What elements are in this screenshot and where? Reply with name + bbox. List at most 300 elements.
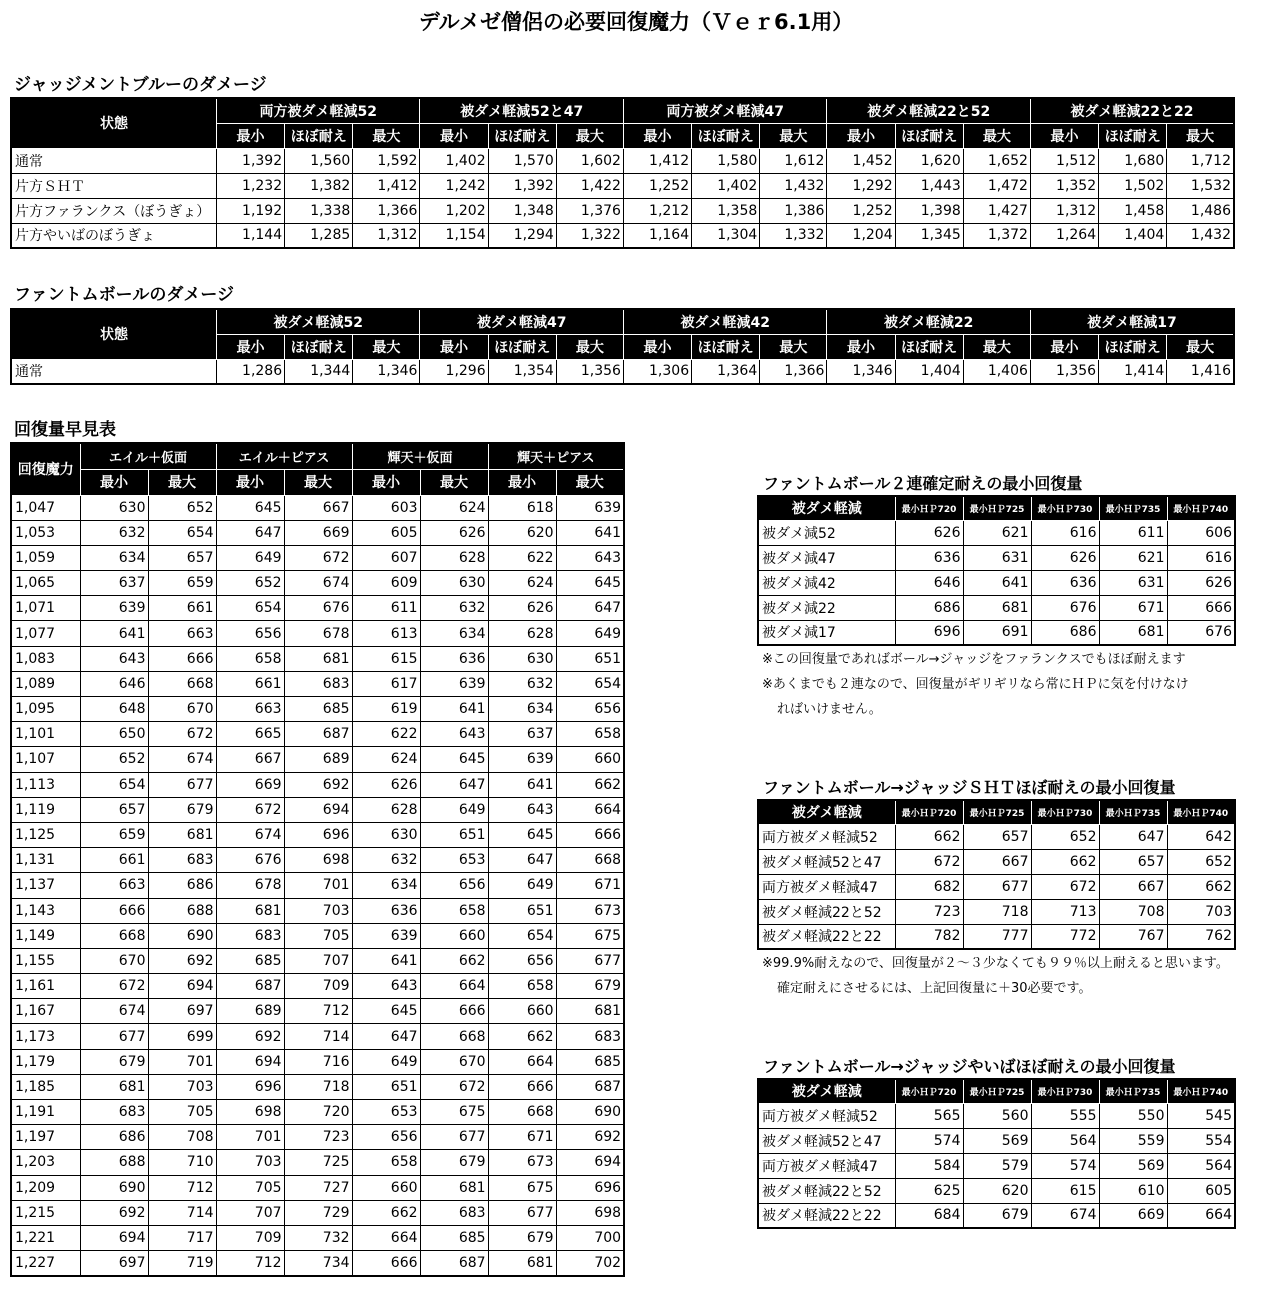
cell-value: 670 [420,1049,488,1074]
cell-value: 677 [420,1125,488,1150]
cell-value: 1,356 [1030,359,1098,384]
cell-value: 718 [963,899,1031,924]
sub-header: 最小 [623,123,691,148]
table-row [11,772,624,797]
cell-value: 694 [216,1049,284,1074]
table-row [11,797,624,822]
cell-value: 645 [556,571,624,596]
row-label: 両方被ダメ軽減52 [758,824,895,849]
cell-value: 613 [352,621,420,646]
cell-value: 1,348 [488,198,556,223]
cell-value: 631 [963,545,1031,570]
cell-value: 630 [352,822,420,847]
cell-value: 686 [148,873,216,898]
cell-value: 639 [420,671,488,696]
power-value: 1,197 [11,1125,80,1150]
cell-value: 673 [556,898,624,923]
cell-value: 703 [148,1074,216,1099]
side2-table [757,799,1236,950]
cell-value: 658 [352,1150,420,1175]
cell-value: 1,404 [1099,223,1167,248]
cell-value: 664 [1167,1203,1235,1228]
power-value: 1,203 [11,1150,80,1175]
power-value: 1,149 [11,923,80,948]
table-row [11,359,1234,384]
cell-value: 647 [216,520,284,545]
cell-value: 662 [420,948,488,973]
cell-value: 647 [1099,824,1167,849]
row-label: 被ダメ減47 [758,545,895,570]
cell-value: 628 [420,545,488,570]
cell-value: 626 [420,520,488,545]
cell-value: 1,286 [216,359,284,384]
cell-value: 654 [80,772,148,797]
cell-value: 672 [1031,874,1099,899]
cell-value: 681 [148,822,216,847]
cell-value: 1,322 [556,223,623,248]
cell-value: 654 [148,520,216,545]
cell-value: 622 [352,722,420,747]
cell-value: 675 [556,923,624,948]
cell-value: 617 [352,671,420,696]
cell-value: 639 [352,923,420,948]
hp-header: 最小ＨＰ730 [1031,800,1099,824]
cell-value: 681 [216,898,284,923]
cell-value: 634 [420,621,488,646]
row-label: 被ダメ減17 [758,620,895,645]
cell-value: 660 [420,923,488,948]
cell-value: 686 [80,1125,148,1150]
table-row [11,1049,624,1074]
recovery-table [10,442,625,1277]
cell-value: 1,712 [1167,148,1234,173]
row-label: 被ダメ減22 [758,595,895,620]
cell-value: 564 [1031,1128,1099,1153]
cell-value: 685 [216,948,284,973]
sub-header: 最小 [827,123,895,148]
cell-value: 1,412 [623,148,691,173]
power-value: 1,077 [11,621,80,646]
cell-value: 1,285 [285,223,353,248]
group-header: 両方被ダメ軽減52 [216,98,420,123]
sub-header: 最小 [827,334,895,359]
cell-value: 1,202 [420,198,488,223]
cell-value: 649 [352,1049,420,1074]
cell-value: 677 [963,874,1031,899]
cell-value: 651 [556,646,624,671]
row-label: 片方やいばのぼうぎょ [11,223,216,248]
cell-value: 652 [148,495,216,520]
cell-value: 725 [284,1150,352,1175]
cell-value: 632 [352,848,420,873]
cell-value: 681 [556,999,624,1024]
cell-value: 679 [80,1049,148,1074]
cell-value: 654 [216,596,284,621]
row-label: 両方被ダメ軽減52 [758,1103,895,1128]
cell-value: 684 [895,1203,963,1228]
cell-value: 651 [420,822,488,847]
cell-value: 621 [1099,545,1167,570]
cell-value: 713 [1031,899,1099,924]
header-row [11,443,624,469]
cell-value: 636 [895,545,963,570]
cell-value: 668 [556,848,624,873]
cell-value: 666 [80,898,148,923]
cell-value: 1,242 [420,173,488,198]
cell-value: 639 [556,495,624,520]
power-value: 1,137 [11,873,80,898]
cell-value: 679 [488,1225,556,1250]
cell-value: 1,304 [692,223,760,248]
subheader-row [11,469,624,495]
recovery-heading: 回復量早見表 [14,420,116,440]
side2-note-1: ※99.9%耐えなので、回復量が２～３少なくても９９％以上耐えると思います。 [762,956,1229,971]
cell-value: 671 [556,873,624,898]
cell-value: 636 [1031,570,1099,595]
cell-value: 620 [963,1178,1031,1203]
table-row [758,620,1235,645]
cell-value: 698 [216,1100,284,1125]
cell-value: 661 [216,671,284,696]
group-header: エイル＋仮面 [80,443,216,469]
state-header: 状態 [11,309,216,359]
cell-value: 666 [352,1251,420,1276]
cell-value: 662 [352,1200,420,1225]
cell-value: 687 [556,1074,624,1099]
cell-value: 705 [284,923,352,948]
cell-value: 670 [80,948,148,973]
table-row [11,1024,624,1049]
cell-value: 1,412 [353,173,420,198]
cell-value: 645 [488,822,556,847]
sub-header: 最小 [420,123,488,148]
cell-value: 646 [80,671,148,696]
cell-value: 658 [420,898,488,923]
cell-value: 1,452 [827,148,895,173]
cell-value: 714 [148,1200,216,1225]
cell-value: 1,164 [623,223,691,248]
hp-header: 最小ＨＰ725 [963,496,1031,520]
cell-value: 1,346 [827,359,895,384]
table-row [11,974,624,999]
cell-value: 643 [488,797,556,822]
cell-value: 1,364 [692,359,760,384]
table-row [11,1074,624,1099]
cell-value: 1,414 [1099,359,1167,384]
cell-value: 545 [1167,1103,1235,1128]
cell-value: 682 [895,874,963,899]
sub-header: ほぼ耐え [895,334,963,359]
group-header: 被ダメ軽減52 [216,309,419,334]
sub-header: 最小 [488,469,556,495]
cell-value: 707 [216,1200,284,1225]
cell-value: 1,312 [1030,198,1098,223]
cell-value: 1,144 [216,223,284,248]
judgment-table [10,97,1235,249]
table-row [11,545,624,570]
power-value: 1,107 [11,747,80,772]
cell-value: 1,406 [963,359,1030,384]
cell-value: 679 [556,974,624,999]
sub-header: ほぼ耐え [692,123,760,148]
cell-value: 559 [1099,1128,1167,1153]
cell-value: 615 [352,646,420,671]
cell-value: 687 [420,1251,488,1276]
side1-note-1: ※この回復量であればボール→ジャッジをファランクスでもほぼ耐えます [762,652,1186,667]
cell-value: 625 [895,1178,963,1203]
cell-value: 657 [80,797,148,822]
cell-value: 660 [352,1175,420,1200]
cell-value: 697 [148,999,216,1024]
cell-value: 620 [488,520,556,545]
cell-value: 574 [1031,1153,1099,1178]
cell-value: 683 [556,1024,624,1049]
cell-value: 667 [963,849,1031,874]
cell-value: 727 [284,1175,352,1200]
table-row [11,1200,624,1225]
hp-header: 最小ＨＰ730 [1031,496,1099,520]
sub-header: 最小 [216,469,284,495]
side1-table [757,495,1236,646]
cell-value: 767 [1099,924,1167,949]
cell-value: 651 [352,1074,420,1099]
cell-value: 688 [148,898,216,923]
cell-value: 683 [420,1200,488,1225]
cell-value: 636 [420,646,488,671]
cell-value: 698 [556,1200,624,1225]
cell-value: 668 [488,1100,556,1125]
cell-value: 732 [284,1225,352,1250]
cell-value: 1,392 [488,173,556,198]
cell-value: 1,382 [285,173,353,198]
cell-value: 1,352 [1030,173,1098,198]
cell-value: 1,486 [1167,198,1234,223]
cell-value: 696 [556,1175,624,1200]
cell-value: 1,532 [1167,173,1234,198]
cell-value: 584 [895,1153,963,1178]
cell-value: 669 [284,520,352,545]
cell-value: 694 [80,1225,148,1250]
cell-value: 1,338 [285,198,353,223]
side2-note-2: 確定耐えにさせるには、上記回復量に＋30必要です。 [777,981,1092,996]
hp-header: 最小ＨＰ720 [895,800,963,824]
cell-value: 705 [148,1100,216,1125]
sub-header: 最小 [1030,123,1098,148]
cell-value: 1,443 [895,173,963,198]
cell-value: 709 [216,1225,284,1250]
cell-value: 679 [420,1150,488,1175]
hp-header: 最小ＨＰ735 [1099,496,1167,520]
cell-value: 1,366 [760,359,827,384]
cell-value: 692 [284,772,352,797]
cell-value: 647 [420,772,488,797]
table-row [758,1203,1235,1228]
cell-value: 663 [216,697,284,722]
power-value: 1,089 [11,671,80,696]
power-value: 1,221 [11,1225,80,1250]
cell-value: 668 [148,671,216,696]
sub-header: ほぼ耐え [1099,334,1167,359]
cell-value: 676 [1031,595,1099,620]
cell-value: 707 [284,948,352,973]
cell-value: 677 [488,1200,556,1225]
cell-value: 652 [216,571,284,596]
cell-value: 652 [80,747,148,772]
cell-value: 648 [80,697,148,722]
cell-value: 661 [80,848,148,873]
cell-value: 647 [488,848,556,873]
cell-value: 674 [216,822,284,847]
table-row [11,671,624,696]
cell-value: 664 [556,797,624,822]
table-row [11,198,1234,223]
power-value: 1,215 [11,1200,80,1225]
cell-value: 714 [284,1024,352,1049]
cell-value: 660 [556,747,624,772]
sub-header: 最大 [556,123,623,148]
group-header: 被ダメ軽減22と22 [1030,98,1234,123]
cell-value: 692 [148,948,216,973]
row-label: 通常 [11,148,216,173]
cell-value: 1,580 [692,148,760,173]
sub-header: 最小 [80,469,148,495]
group-header: 被ダメ軽減42 [623,309,826,334]
row-label: 両方被ダメ軽減47 [758,1153,895,1178]
table-row [758,1153,1235,1178]
cell-value: 1,332 [760,223,827,248]
reduction-header: 被ダメ軽減 [758,800,895,824]
table-row [11,747,624,772]
reduction-header: 被ダメ軽減 [758,496,895,520]
cell-value: 1,192 [216,198,284,223]
cell-value: 658 [488,974,556,999]
power-value: 1,209 [11,1175,80,1200]
table-row [11,148,1234,173]
cell-value: 626 [352,772,420,797]
cell-value: 634 [352,873,420,898]
side3-heading: ファントムボール→ジャッジやいばほぼ耐えの最小回復量 [763,1057,1176,1076]
cell-value: 685 [420,1225,488,1250]
cell-value: 686 [895,595,963,620]
cell-value: 641 [352,948,420,973]
cell-value: 687 [284,722,352,747]
sub-header: 最大 [556,469,624,495]
cell-value: 618 [488,495,556,520]
cell-value: 643 [556,545,624,570]
cell-value: 1,560 [285,148,353,173]
cell-value: 762 [1167,924,1235,949]
cell-value: 1,402 [692,173,760,198]
power-value: 1,053 [11,520,80,545]
cell-value: 565 [895,1103,963,1128]
cell-value: 1,392 [216,148,284,173]
cell-value: 662 [1167,874,1235,899]
cell-value: 651 [488,898,556,923]
cell-value: 619 [352,697,420,722]
hp-header: 最小ＨＰ740 [1167,496,1235,520]
cell-value: 632 [80,520,148,545]
table-row [11,646,624,671]
cell-value: 603 [352,495,420,520]
cell-value: 647 [352,1024,420,1049]
group-header: 輝天＋ピアス [488,443,624,469]
hp-header: 最小ＨＰ725 [963,1079,1031,1103]
cell-value: 1,398 [895,198,963,223]
cell-value: 616 [1167,545,1235,570]
cell-value: 622 [488,545,556,570]
cell-value: 1,592 [353,148,420,173]
sub-header: 最小 [216,334,284,359]
table-row [11,223,1234,248]
side2-heading: ファントムボール→ジャッジＳＨＴほぼ耐えの最小回復量 [763,778,1176,797]
state-header: 状態 [11,98,216,148]
cell-value: 626 [488,596,556,621]
table-row [11,873,624,898]
cell-value: 647 [556,596,624,621]
sub-header: ほぼ耐え [692,334,760,359]
cell-value: 675 [488,1175,556,1200]
table-row [758,824,1235,849]
cell-value: 649 [556,621,624,646]
row-label: 被ダメ軽減52と47 [758,1128,895,1153]
cell-value: 1,458 [1099,198,1167,223]
cell-value: 1,358 [692,198,760,223]
cell-value: 681 [1099,620,1167,645]
cell-value: 656 [556,697,624,722]
cell-value: 718 [284,1074,352,1099]
cell-value: 685 [556,1049,624,1074]
judgment-heading: ジャッジメントブルーのダメージ [14,75,267,95]
cell-value: 642 [1167,824,1235,849]
cell-value: 703 [284,898,352,923]
sub-header: 最大 [1167,334,1234,359]
cell-value: 632 [420,596,488,621]
table-row [11,520,624,545]
cell-value: 710 [148,1150,216,1175]
cell-value: 1,372 [963,223,1030,248]
cell-value: 641 [420,697,488,722]
cell-value: 703 [1167,899,1235,924]
sub-header: ほぼ耐え [488,123,556,148]
cell-value: 605 [352,520,420,545]
cell-value: 1,212 [623,198,691,223]
sub-header: 最大 [353,123,420,148]
sub-header: ほぼ耐え [488,334,556,359]
cell-value: 677 [556,948,624,973]
table-row [11,1251,624,1276]
cell-value: 624 [420,495,488,520]
cell-value: 689 [284,747,352,772]
cell-value: 663 [148,621,216,646]
cell-value: 660 [488,999,556,1024]
cell-value: 1,252 [623,173,691,198]
cell-value: 672 [80,974,148,999]
sub-header: 最大 [148,469,216,495]
cell-value: 615 [1031,1178,1099,1203]
cell-value: 666 [148,646,216,671]
cell-value: 1,402 [420,148,488,173]
cell-value: 692 [216,1024,284,1049]
header-row [758,1079,1235,1103]
cell-value: 652 [1167,849,1235,874]
cell-value: 661 [148,596,216,621]
side3-table [757,1078,1236,1229]
cell-value: 700 [556,1225,624,1250]
cell-value: 560 [963,1103,1031,1128]
cell-value: 708 [148,1125,216,1150]
power-value: 1,125 [11,822,80,847]
hp-header: 最小ＨＰ725 [963,800,1031,824]
